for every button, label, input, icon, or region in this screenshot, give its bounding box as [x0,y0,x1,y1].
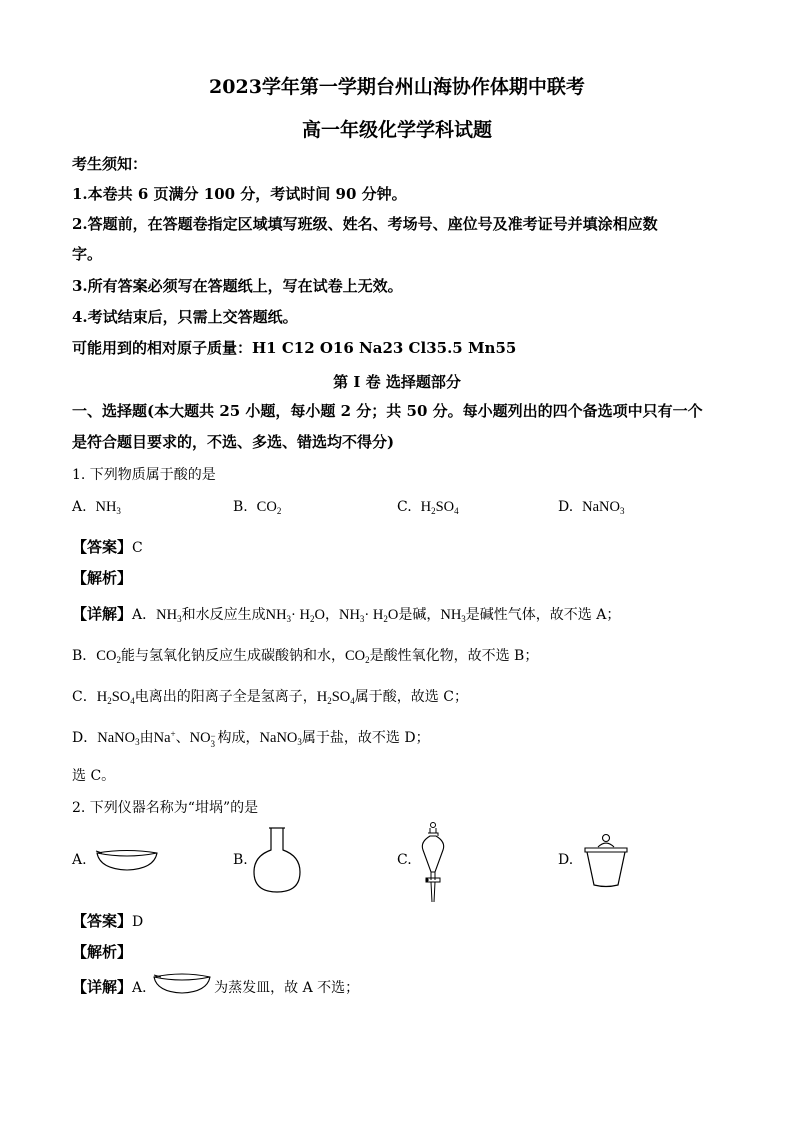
section-heading-b: 是符合题目要求的，不选、多选、错选均不得分) [72,433,395,451]
round-bottom-flask-icon [252,826,302,894]
evaporating-dish-icon [152,972,212,996]
separatory-funnel-icon [417,820,449,904]
q2-option-a-label: A. [72,852,87,868]
q2-stem: 2. 下列仪器名称为“坩埚”的是 [72,800,259,816]
q1-option-a: A. $NH_3$ [72,499,121,516]
q2-detail-a: 【详解】A． 为蒸发皿，故 A 不选； [72,978,360,996]
section-heading-a: 一、选择题(本大题共 25 小题，每小题 2 分；共 50 分。每小题列出的四个备选项中只有一个 [72,402,703,420]
q1-stem: 1. 下列物质属于酸的是 [72,467,216,483]
paper-title-line2: 高一年级化学学科试题 [301,119,492,141]
q1-conclusion: 选 C。 [72,768,116,784]
q1-answer: 【答案】C [72,538,143,556]
notice-item-3: 3.所有答案必须写在答题纸上，写在试卷上无效。 [72,277,403,295]
q2-option-d-label: D. [558,852,574,868]
q1-detail-d: D．NaNO$_3$由Na+、NO − 3 构成，NaNO$_3$属于盐，故不选 D； [72,729,430,749]
evaporating-dish-icon [94,849,160,873]
q1-detail-c: C．$H_2SO_4$电离出的阳离子全是氢离子，$H_2SO_4$属于酸，故选 C； [72,689,468,706]
notice-item-1: 1.本卷共 6 页满分 100 分，考试时间 90 分钟。 [72,185,407,203]
section-title: 第 I 卷 选择题部分 [333,373,461,391]
crucible-icon [582,833,630,889]
paper-title-line1: 2023学年第一学期台州山海协作体期中联考 [209,76,585,98]
q1-analysis-tag: 【解析】 [72,569,133,587]
q1-option-d: D. NaNO$_3$ [558,499,625,516]
q2-option-b-label: B. [233,852,248,868]
notice-item-2b: 字。 [72,245,103,263]
q1-option-b: B. $CO_2$ [233,499,282,516]
q1-option-c: C. $H_2SO_4$ [397,499,459,516]
q1-detail-a: 【详解】A．$NH_3$和水反应生成$NH_3\cdot H_2O$，$NH_3\cdot H_2O$是碱，$NH_3$是碱性气体，故不选 A； [72,605,621,624]
notice-item-2a: 2.答题前，在答题卷指定区域填写班级、姓名、考场号、座位号及准考证号并填涂相应数 [72,215,658,233]
notice-heading: 考生须知： [72,155,148,173]
q1-detail-b: B．$CO_2$能与氢氧化钠反应生成碳酸钠和水，$CO_2$是酸性氧化物，故不选 B； [72,648,539,665]
q2-analysis-tag: 【解析】 [72,943,133,961]
q2-answer: 【答案】D [72,912,144,930]
atomic-masses: 可能用到的相对原子质量：H1 C12 O16 Na23 Cl35.5 Mn55 [72,339,517,357]
q2-option-c-label: C. [397,852,412,868]
notice-item-4: 4.考试结束后，只需上交答题纸。 [72,308,298,326]
